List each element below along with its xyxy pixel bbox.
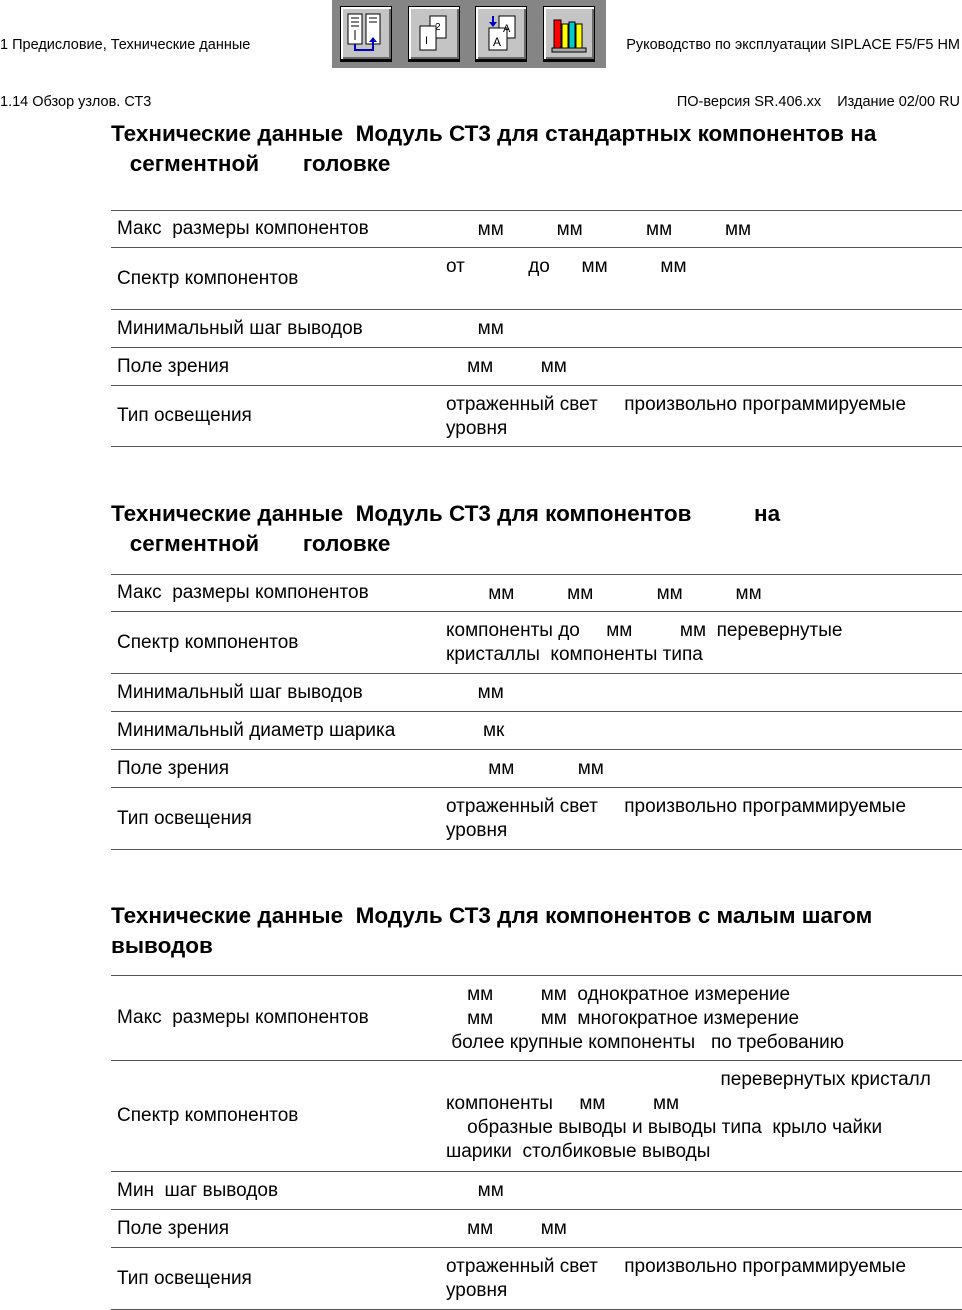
table-row [111, 248, 962, 310]
value-line: образные выводы и выводы типа крыло чайки [446, 1117, 883, 1138]
version-edition: ПО-версия SR.406.xx Издание 02/00 RU [676, 94, 960, 110]
row-value [446, 612, 962, 674]
row-value [446, 976, 962, 1061]
spec-section [111, 901, 962, 1301]
two-pages-layout-button[interactable] [340, 6, 392, 62]
value-line: мм мм мм мм [446, 583, 762, 604]
row-label: Спектр компонентов [111, 248, 446, 310]
table-row [111, 1172, 962, 1210]
value-line: компоненты мм мм [446, 1093, 680, 1114]
value-line: мм мм многократное измерение [446, 1008, 800, 1029]
value-line: уровня [446, 820, 508, 841]
row-value [446, 674, 962, 712]
section-heading: Технические данные Модуль СТ3 для компонентов с малым шагом [111, 903, 873, 928]
header-right [626, 0, 960, 131]
value-line: шарики столбиковые выводы [446, 1141, 711, 1162]
row-label: Тип освещения [111, 788, 446, 850]
row-label: Поле зрения [111, 1210, 446, 1248]
spec-table [111, 574, 962, 850]
row-value [446, 1248, 962, 1310]
svg-text:2: 2 [435, 22, 441, 33]
svg-text:A: A [503, 23, 511, 35]
section-heading: сегментной головке [111, 151, 391, 176]
spec-section [111, 119, 962, 439]
table-row [111, 575, 962, 612]
page-copy-button[interactable] [408, 6, 460, 62]
row-label: Поле зрения [111, 750, 446, 788]
value-line: мм мм [446, 758, 604, 779]
value-line: мм мм однократное измерение [446, 984, 791, 1005]
value-line: перевернутых кристалл [446, 1069, 931, 1090]
value-line: мм мм [446, 356, 567, 377]
value-line: мм [446, 1180, 504, 1201]
row-value [446, 1061, 962, 1172]
books-icon [549, 12, 589, 54]
row-value [446, 348, 962, 386]
value-line: компоненты до мм мм перевернутые [446, 620, 843, 641]
table-row [111, 712, 962, 750]
row-value [446, 386, 962, 447]
section-title: 1.14 Обзор узлов. СТ3 [0, 94, 152, 110]
row-label: Макс размеры компонентов [111, 976, 446, 1061]
value-line: уровня [446, 1280, 508, 1301]
chapter-title: 1 Предисловие, Технические данные [0, 37, 251, 53]
manual-title: Руководство по эксплуатации SIPLACE F5/F5 HM [626, 37, 960, 53]
row-label: Спектр компонентов [111, 612, 446, 674]
table-row [111, 750, 962, 788]
value-line: мм [446, 318, 504, 339]
translate-pages-button[interactable] [475, 6, 527, 62]
row-label: Минимальный диаметр шарика [111, 712, 446, 750]
table-row [111, 612, 962, 674]
spec-section [111, 499, 962, 841]
header-left [0, 0, 250, 131]
table-row [111, 1248, 962, 1310]
row-label: Минимальный шаг выводов [111, 674, 446, 712]
section-heading: Технические данные Модуль СТ3 для стандартных компонентов на [111, 121, 877, 146]
value-line: уровня [446, 418, 508, 439]
table-row [111, 348, 962, 386]
row-value [446, 712, 962, 750]
value-line: отраженный свет произвольно программируемые [446, 1256, 907, 1277]
page-swap-icon [481, 12, 521, 54]
svg-text:A: A [493, 35, 502, 49]
row-value [446, 1210, 962, 1248]
table-row [111, 1210, 962, 1248]
row-value [446, 248, 962, 310]
spec-table [111, 210, 962, 447]
value-line: мм мм мм мм [446, 219, 752, 240]
svg-text:I: I [425, 35, 429, 47]
value-line: отраженный свет произвольно программируемые [446, 796, 907, 817]
row-value [446, 788, 962, 850]
row-value [446, 1172, 962, 1210]
row-label: Мин шаг выводов [111, 1172, 446, 1210]
value-line: отраженный свет произвольно программируемые [446, 394, 907, 415]
table-row [111, 674, 962, 712]
value-line: от до мм мм [446, 256, 687, 277]
library-button[interactable] [543, 6, 595, 62]
row-value [446, 575, 962, 612]
row-value [446, 211, 962, 248]
table-row [111, 1061, 962, 1172]
section-heading: выводов [111, 933, 213, 958]
split-columns-icon [346, 12, 386, 54]
table-row [111, 976, 962, 1061]
section-heading: Технические данные Модуль СТ3 для компонентов на [111, 501, 781, 526]
value-line: кристаллы компоненты типа [446, 644, 703, 665]
table-row [111, 211, 962, 248]
section-heading: сегментной головке [111, 531, 391, 556]
row-label: Тип освещения [111, 386, 446, 447]
row-value [446, 750, 962, 788]
value-line: мк [446, 720, 505, 741]
row-value [446, 310, 962, 348]
value-line: мм мм [446, 1218, 567, 1239]
spec-table [111, 975, 962, 1310]
toolbar [332, 0, 606, 68]
row-label: Поле зрения [111, 348, 446, 386]
row-label: Минимальный шаг выводов [111, 310, 446, 348]
row-label: Макс размеры компонентов [111, 211, 446, 248]
table-row [111, 310, 962, 348]
pages-icon [414, 12, 454, 54]
value-line: мм [446, 682, 504, 703]
value-line: более крупные компоненты по требованию [446, 1032, 845, 1053]
table-row [111, 386, 962, 447]
table-row [111, 788, 962, 850]
row-label: Спектр компонентов [111, 1061, 446, 1172]
row-label: Макс размеры компонентов [111, 575, 446, 612]
row-label: Тип освещения [111, 1248, 446, 1310]
